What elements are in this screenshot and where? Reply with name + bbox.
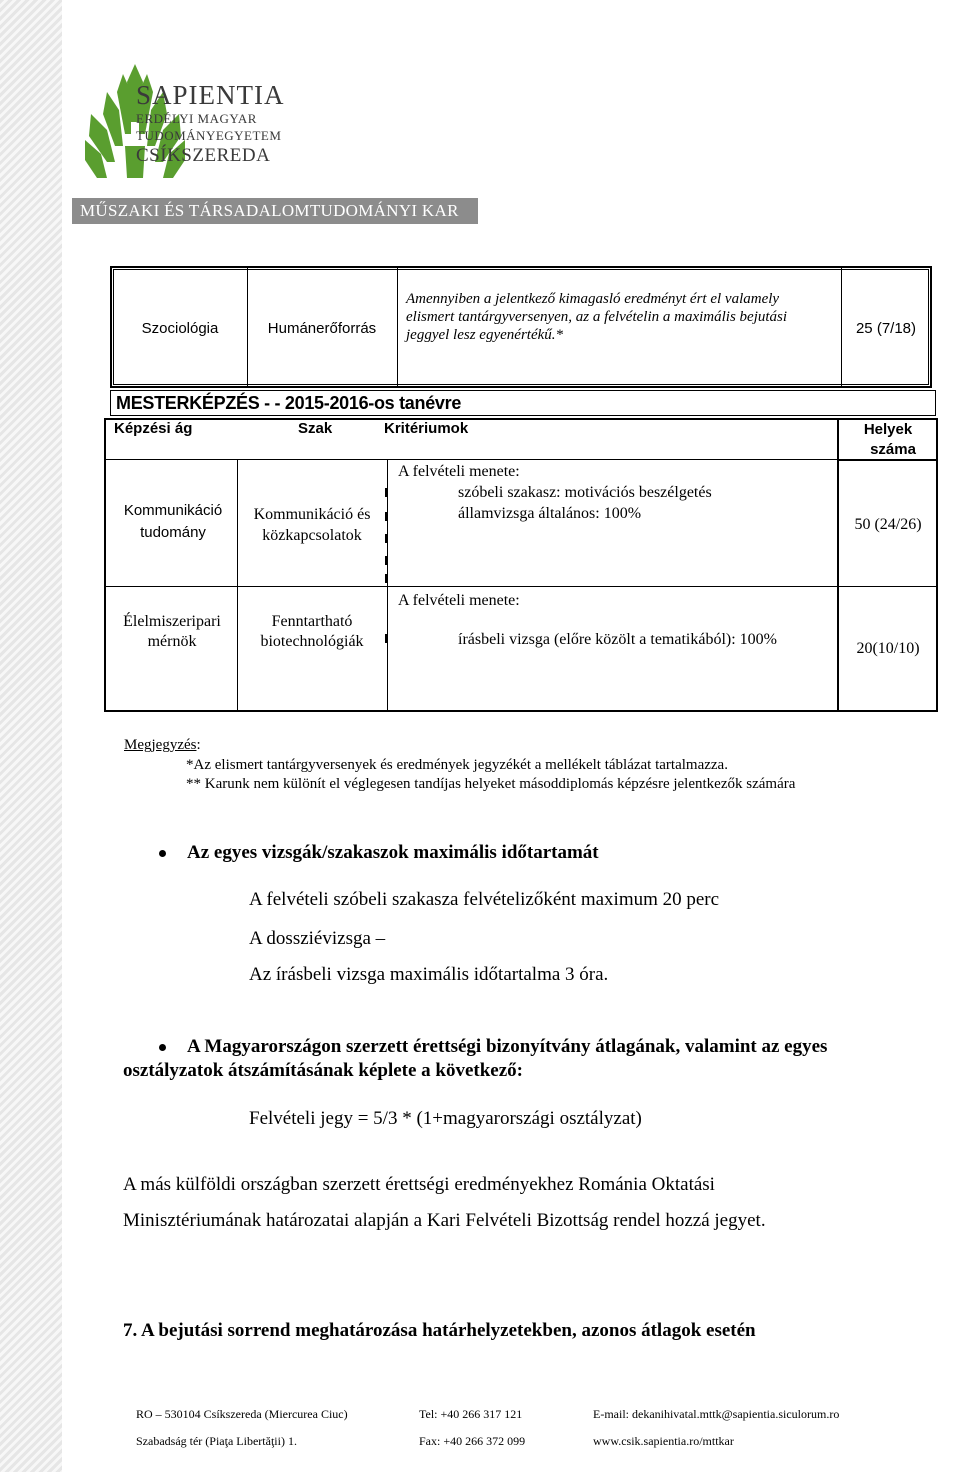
header-program: Szak	[298, 420, 333, 437]
row-1-bullet	[385, 488, 388, 497]
table-column-divider	[387, 460, 388, 710]
row-1-field: Kommunikáció tudomány	[123, 502, 223, 541]
section-1-line-2: A dossziévizsga –	[249, 928, 386, 949]
footer-fax: Fax: +40 266 372 099	[419, 1434, 526, 1448]
section-title: MESTERKÉPZÉS - - 2015-2016-os tanévre	[116, 393, 462, 413]
section-1-line-3: Az írásbeli vizsga maximális időtartalma 3 óra.	[249, 964, 609, 985]
header-places-line-1: Helyek	[863, 421, 913, 438]
footer-email-link[interactable]: E-mail: dekanihivatal.mttk@sapientia.siculorum.ro	[593, 1407, 840, 1421]
row-1-program: Kommunikáció és közkapcsolatok	[253, 506, 371, 544]
note-label-colon: :	[196, 737, 201, 753]
row-2-program: Fenntartható biotechnológiák	[260, 613, 364, 650]
row-2-criteria-item: írásbeli vizsga (előre közölt a tematikából): 100%	[458, 631, 777, 648]
row-1-bullet	[385, 574, 388, 583]
university-line-2: ERDÉLYI MAGYAR	[136, 111, 257, 126]
university-line-3: TUDOMÁNYEGYETEM	[136, 128, 282, 143]
row-1-criteria-item: államvizsga általános: 100%	[458, 505, 642, 522]
table-column-divider	[237, 460, 238, 710]
footer-website-link[interactable]: www.csik.sapientia.ro/mttkar	[593, 1434, 734, 1448]
top-row-field: Szociológia	[141, 320, 219, 337]
bullet-icon	[159, 1044, 166, 1051]
header-places	[840, 420, 936, 460]
header-field: Képzési ág	[114, 420, 193, 437]
footer-tel: Tel: +40 266 317 121	[419, 1407, 523, 1421]
footer-address-2: Szabadság tér (Piaţa Libertăţii) 1.	[136, 1434, 297, 1448]
row-1-criteria-item: szóbeli szakasz: motivációs beszélgetés	[458, 484, 712, 501]
row-1-bullet	[385, 512, 388, 521]
table-column-divider	[837, 420, 839, 710]
row-1-places: 50 (24/26)	[854, 516, 922, 533]
row-1-criteria-title: A felvételi menete:	[398, 463, 520, 480]
section-2-paragraph-line-1: A más külföldi országban szerzett érettségi eredményekhez Románia Oktatási	[123, 1174, 715, 1195]
row-2-places: 20(10/10)	[856, 640, 920, 657]
top-row-places: 25 (7/18)	[855, 320, 917, 337]
top-row-program: Humánerőforrás	[267, 320, 377, 337]
top-table-divider	[397, 268, 398, 386]
note-line-2: ** Karunk nem különít el véglegesen tandíjas helyeket másoddiplomás képzésre jelentkezők számára	[186, 776, 796, 792]
row-2-bullet	[385, 634, 388, 643]
row-1-bullet	[385, 534, 388, 543]
header-criteria: Kritériumok	[384, 420, 469, 437]
row-1-bullet	[385, 556, 388, 565]
note-label-text: Megjegyzés	[124, 737, 197, 753]
header-places-line-2: száma	[870, 441, 916, 458]
masters-table	[104, 418, 938, 712]
table-header-separator	[106, 459, 837, 460]
table-row-separator	[106, 586, 936, 587]
note-label	[124, 737, 201, 754]
section-3-heading: 7. A bejutási sorrend meghatározása határhelyzetekben, azonos átlagok esetén	[123, 1320, 756, 1341]
bullet-icon	[159, 850, 166, 857]
faculty-banner: MŰSZAKI ÉS TÁRSADALOMTUDOMÁNYI KAR	[72, 198, 478, 224]
section-1-line-1: A felvételi szóbeli szakasza felvételizőként maximum 20 perc	[249, 889, 720, 910]
formula: Felvételi jegy = 5/3 * (1+magyarországi osztályzat)	[249, 1108, 642, 1129]
university-name	[136, 80, 285, 168]
section-2-paragraph-line-2: Minisztériumának határozatai alapján a Kari Felvételi Bizottság rendel hozzá jegyet.	[123, 1210, 766, 1231]
row-2-criteria-title: A felvételi menete:	[398, 592, 520, 609]
section-2-heading-line-2: osztályzatok átszámításának képlete a következő:	[123, 1060, 524, 1081]
section-1-heading: Az egyes vizsgák/szakaszok maximális időtartamát	[187, 842, 599, 863]
university-title: SAPIENTIA	[136, 80, 285, 110]
note-line-1: *Az elismert tantárgyversenyek és eredmények jegyzékét a mellékelt táblázat tartalmazza.	[186, 757, 728, 773]
decorative-side-stripe	[0, 0, 62, 1472]
university-city: CSÍKSZEREDA	[136, 145, 271, 166]
row-2-field: Élelmiszeripari mérnök	[123, 613, 221, 650]
section-2-heading-line-1: A Magyarországon szerzett érettségi bizonyítvány átlagának, valamint az egyes	[187, 1036, 828, 1057]
top-row-criteria: Amennyiben a jelentkező kimagasló eredményt ért el valamely elismert tantárgyversenyen, az a felvételin a maximális bejutási jeggyel lesz egyenértékű.*	[406, 291, 788, 343]
footer-address-1: RO – 530104 Csíkszereda (Miercurea Ciuc)	[136, 1407, 348, 1421]
